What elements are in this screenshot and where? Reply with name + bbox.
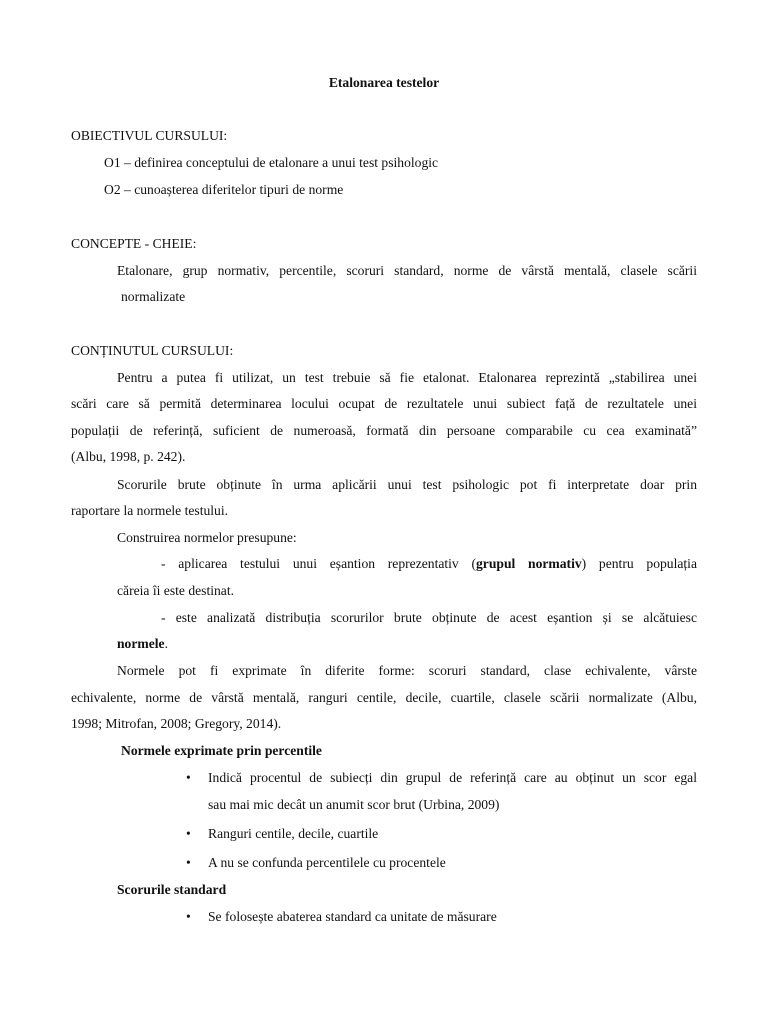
bullet-icon: • (186, 770, 191, 785)
content-heading: CONȚINUTUL CURSULUI: (71, 343, 234, 358)
item1-post: ) pentru populația (581, 556, 697, 571)
p1-line-4: (Albu, 1998, p. 242). (71, 449, 186, 464)
concepts-line-1: Etalonare, grup normativ, percentile, scoruri standard, norme de vârstă mentală, clasele scării (117, 263, 697, 278)
item2-bold: normele (117, 636, 165, 651)
page-title: Etalonarea testelor (328, 75, 440, 90)
item1-pre: - aplicarea testului unui eșantion reprezentativ ( (161, 556, 476, 571)
bullet-icon: • (186, 855, 191, 870)
item1-bold: grupul normativ (476, 556, 582, 571)
standard-heading: Scorurile standard (117, 882, 227, 897)
objective-o1: O1 – definirea conceptului de etalonare a unui test psihologic (104, 155, 439, 170)
item2-line-2 (117, 636, 168, 652)
objective-heading: OBIECTIVUL CURSULUI: (71, 128, 228, 143)
p1-line-1: Pentru a putea fi utilizat, un test trebuie să fie etalonat. Etalonarea reprezintă „stabilirea unei (117, 370, 697, 385)
bullet-icon: • (186, 826, 191, 841)
p1-line-3: populații de referință, suficient de numeroasă, formată din persoane comparabile cu cea examinată” (71, 423, 697, 438)
p2-line-2: raportare la normele testului. (71, 503, 229, 518)
concepts-line-2: normalizate (121, 289, 186, 304)
p4-line-2: echivalente, norme de vârstă mentală, ranguri centile, decile, cuartile, clasele scării normalizate (Albu, (71, 690, 697, 705)
percentile-bullet-2: Ranguri centile, decile, cuartile (208, 826, 379, 841)
p3-text: Construirea normelor presupune: (117, 530, 297, 545)
percentile-bullet-1-line-2: sau mai mic decât un anumit scor brut (Urbina, 2009) (208, 797, 500, 812)
objective-o2: O2 – cunoașterea diferitelor tipuri de norme (104, 182, 344, 197)
concepts-heading: CONCEPTE - CHEIE: (71, 236, 197, 251)
p1-line-2: scări care să permită determinarea locului ocupat de rezultatele unui subiect față de rezultatele unei (71, 396, 697, 411)
p4-line-1: Normele pot fi exprimate în diferite forme: scoruri standard, clase echivalente, vârste (117, 663, 697, 678)
p2-line-1: Scorurile brute obținute în urma aplicării unui test psihologic pot fi interpretate doar prin (117, 477, 697, 492)
standard-bullet-1: Se folosește abaterea standard ca unitate de măsurare (208, 909, 497, 924)
item1-line-2: căreia îi este destinat. (117, 583, 235, 598)
percentile-bullet-1-line-1: Indică procentul de subiecți din grupul de referință care au obținut un scor egal (208, 770, 697, 785)
item1-line-1 (161, 556, 697, 572)
percentile-heading: Normele exprimate prin percentile (121, 743, 322, 758)
item2-line-1: - este analizată distribuția scorurilor brute obținute de acest eșantion și se alcătuiesc (161, 610, 697, 625)
bullet-icon: • (186, 909, 191, 924)
item2-end: . (164, 636, 168, 651)
percentile-bullet-3: A nu se confunda percentilele cu procentele (208, 855, 446, 870)
p4-line-3: 1998; Mitrofan, 2008; Gregory, 2014). (71, 716, 282, 731)
